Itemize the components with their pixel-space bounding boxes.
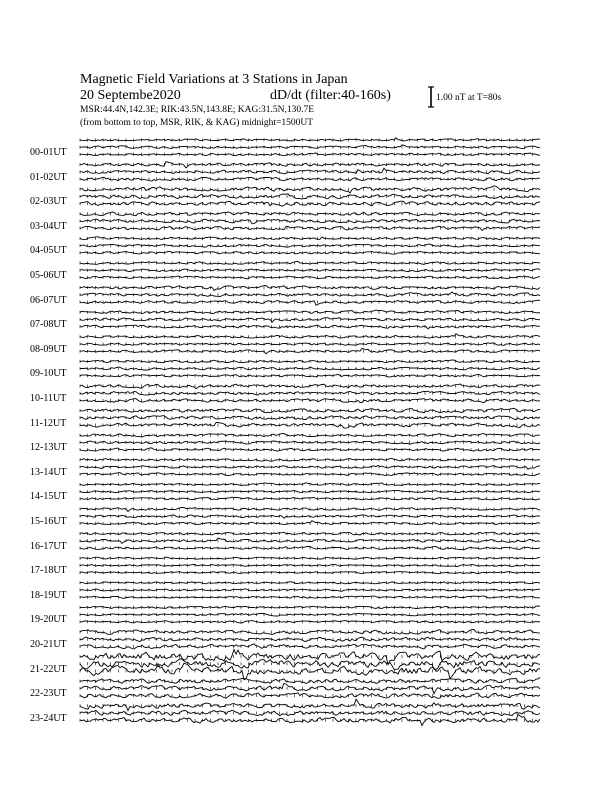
row-label-17-18UT: 17-18UT xyxy=(30,565,67,577)
row-label-00-01UT: 00-01UT xyxy=(30,147,67,158)
row-label-18-19UT: 18-19UT xyxy=(30,589,67,601)
row-label-13-14UT: 13-14UT xyxy=(30,466,67,478)
row-label-11-12UT: 11-12UT xyxy=(30,417,67,429)
row-label-20-21UT: 20-21UT xyxy=(30,639,67,650)
row-label-12-13UT: 12-13UT xyxy=(30,442,67,454)
row-label-01-02UT: 01-02UT xyxy=(30,171,67,183)
row-label-15-16UT: 15-16UT xyxy=(30,516,67,527)
scale-label: 1.00 nT at T=80s xyxy=(436,93,502,103)
row-label-06-07UT: 06-07UT xyxy=(30,294,67,306)
row-label-14-15UT: 14-15UT xyxy=(30,491,67,503)
row-label-05-06UT: 05-06UT xyxy=(30,270,67,281)
header-date: 20 Septembe2020 xyxy=(80,88,181,103)
row-label-21-22UT: 21-22UT xyxy=(30,663,67,675)
row-label-04-05UT: 04-05UT xyxy=(30,245,67,257)
row-label-03-04UT: 03-04UT xyxy=(30,220,67,232)
row-label-22-23UT: 22-23UT xyxy=(30,688,67,700)
header-order: (from bottom to top, MSR, RIK, & KAG) midnight=1500UT xyxy=(80,118,314,128)
row-label-10-11UT: 10-11UT xyxy=(30,393,67,404)
row-label-23-24UT: 23-24UT xyxy=(30,712,67,724)
row-label-08-09UT: 08-09UT xyxy=(30,343,67,355)
header-title: Magnetic Field Variations at 3 Stations in Japan xyxy=(80,72,348,87)
header-coords: MSR:44.4N,142.3E; RIK:43.5N,143.8E; KAG:31.5N,130.7E xyxy=(80,105,315,115)
row-label-09-10UT: 09-10UT xyxy=(30,368,67,380)
row-label-07-08UT: 07-08UT xyxy=(30,319,67,331)
row-label-02-03UT: 02-03UT xyxy=(30,196,67,208)
header-filter: dD/dt (filter:40-160s) xyxy=(270,88,391,103)
row-label-16-17UT: 16-17UT xyxy=(30,540,67,552)
row-label-19-20UT: 19-20UT xyxy=(30,614,67,626)
